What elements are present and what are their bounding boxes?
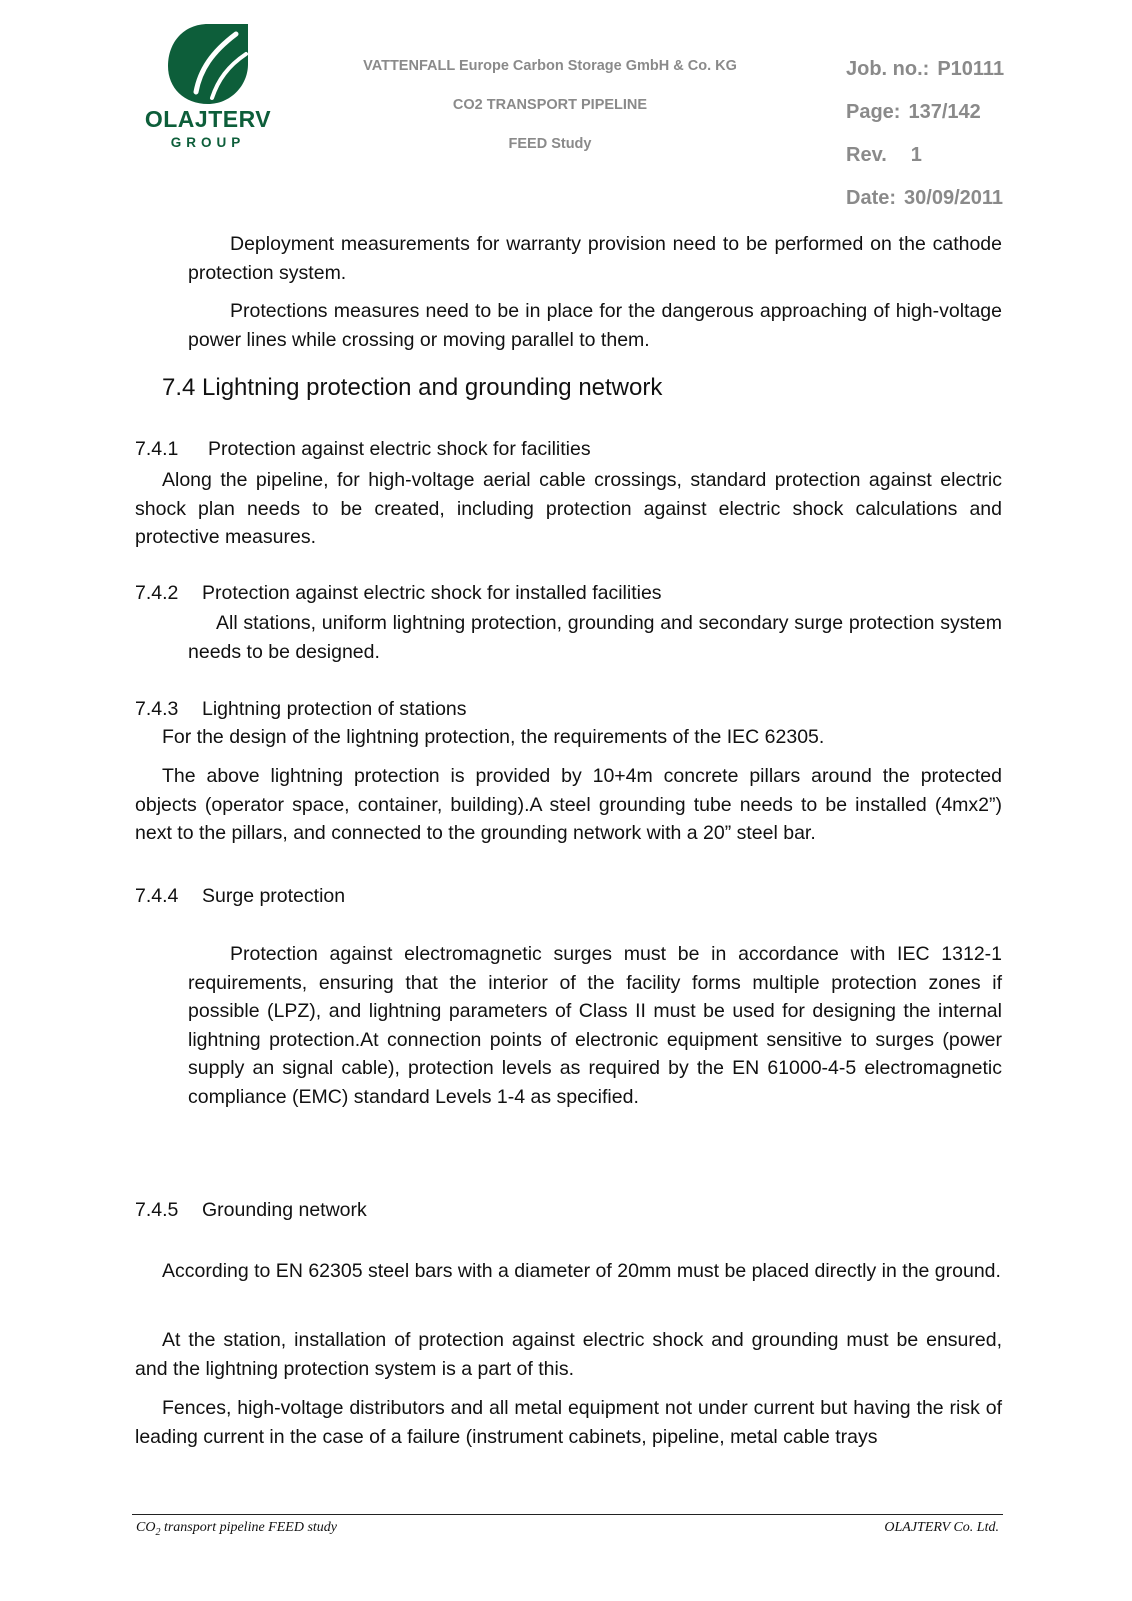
footer-title-subscript: 2 [155, 1526, 161, 1538]
subsection-title: Grounding network [202, 1199, 367, 1221]
logo-group-text: GROUP [170, 135, 246, 150]
subsection-heading-7-4-2 [135, 580, 662, 606]
header-project-info [340, 58, 760, 175]
date-row [846, 187, 1106, 230]
paragraph: All stations, uniform lightning protection, grounding and secondary surge protection system needs to be designed. [188, 612, 1002, 663]
date-label: Date: [846, 187, 897, 209]
footer-title-prefix: CO [136, 1520, 156, 1535]
subsection-title: Surge protection [202, 885, 346, 907]
job-number-row [846, 58, 1106, 101]
page-header [0, 0, 1132, 225]
paragraph: For the design of the lightning protection, the requirements of the IEC 62305. [162, 726, 825, 748]
paragraph: Protections measures need to be in place for the dangerous approaching of high-voltage power lines while crossing or moving parallel to them. [188, 300, 1002, 351]
subsection-number: 7.4.2 [135, 582, 179, 604]
paragraph: Along the pipeline, for high-voltage aerial cable crossings, standard protection against electric shock plan needs to be created, including protection against electric shock calculations and protective measures. [135, 469, 1002, 549]
page-number-label: Page: [846, 101, 901, 123]
subsection-title: Protection against electric shock for facilities [208, 438, 591, 460]
subsection-number: 7.4.5 [135, 1199, 179, 1221]
paragraph: Protection against electromagnetic surges must be in accordance with IEC 1312-1 requirements, ensuring that the interior of the facility forms multiple protection zones if possible (LPZ), and lightning parameters of Class II must be used for designing the internal lightning protection.At connection points of electronic equipment sensitive to surges (power supply an signal cable), protection levels as required by the EN 61000-4-5 electromagnetic compliance (EMC) standard Levels 1-4 as specified. [188, 943, 1002, 1108]
page-number-value: 137/142 [908, 101, 981, 123]
revision-label: Rev. [846, 144, 887, 166]
subsection-number: 7.4.1 [135, 438, 179, 460]
footer-divider [132, 1514, 1003, 1515]
subsection-title: Lightning protection of stations [202, 698, 467, 720]
company-name: VATTENFALL Europe Carbon Storage GmbH & Co. KG [363, 58, 737, 74]
paragraph: At the station, installation of protection against electric shock and grounding must be ensured, and the lightning protection system is a part of this. [135, 1329, 1002, 1380]
study-name: FEED Study [508, 136, 592, 152]
paragraph: Deployment measurements for warranty provision need to be performed on the cathode protection system. [188, 233, 1002, 284]
subsection-heading-7-4-3 [135, 696, 467, 722]
header-document-info [846, 58, 1106, 230]
subsection-heading-7-4-1 [135, 436, 591, 462]
revision-value: 1 [910, 144, 922, 166]
olajterv-leaf-logo-icon [166, 22, 250, 106]
footer-title-suffix: transport pipeline FEED study [160, 1520, 337, 1535]
paragraph: According to EN 62305 steel bars with a diameter of 20mm must be placed directly in the ground. [162, 1260, 1001, 1282]
paragraph: The above lightning protection is provided by 10+4m concrete pillars around the protected objects (operator space, container, building).A steel grounding tube needs to be installed (4mx2”) next to the pillars, and connected to the grounding network with a 20” steel bar. [135, 765, 1002, 845]
subsection-title: Protection against electric shock for installed facilities [202, 582, 662, 604]
job-number-value: P10111 [937, 58, 1005, 80]
revision-row [846, 144, 1106, 187]
footer-document-title [136, 1520, 337, 1538]
subsection-heading-7-4-5 [135, 1197, 367, 1223]
page-number-row [846, 101, 1106, 144]
paragraph: Fences, high-voltage distributors and all metal equipment not under current but having the risk of leading current in the case of a failure (instrument cabinets, pipeline, metal cable trays [135, 1397, 1002, 1448]
logo-brand-text: OLAJTERV [144, 106, 272, 132]
subsection-heading-7-4-4 [135, 883, 345, 909]
footer-company: OLAJTERV Co. Ltd. [884, 1520, 999, 1535]
olajterv-logo [138, 22, 278, 157]
date-value: 30/09/2011 [904, 187, 1004, 209]
project-name: CO2 TRANSPORT PIPELINE [452, 97, 648, 113]
job-number-label: Job. no.: [846, 58, 930, 80]
section-heading-7-4: 7.4 Lightning protection and grounding network [162, 374, 663, 401]
subsection-number: 7.4.4 [135, 885, 179, 907]
subsection-number: 7.4.3 [135, 698, 179, 720]
